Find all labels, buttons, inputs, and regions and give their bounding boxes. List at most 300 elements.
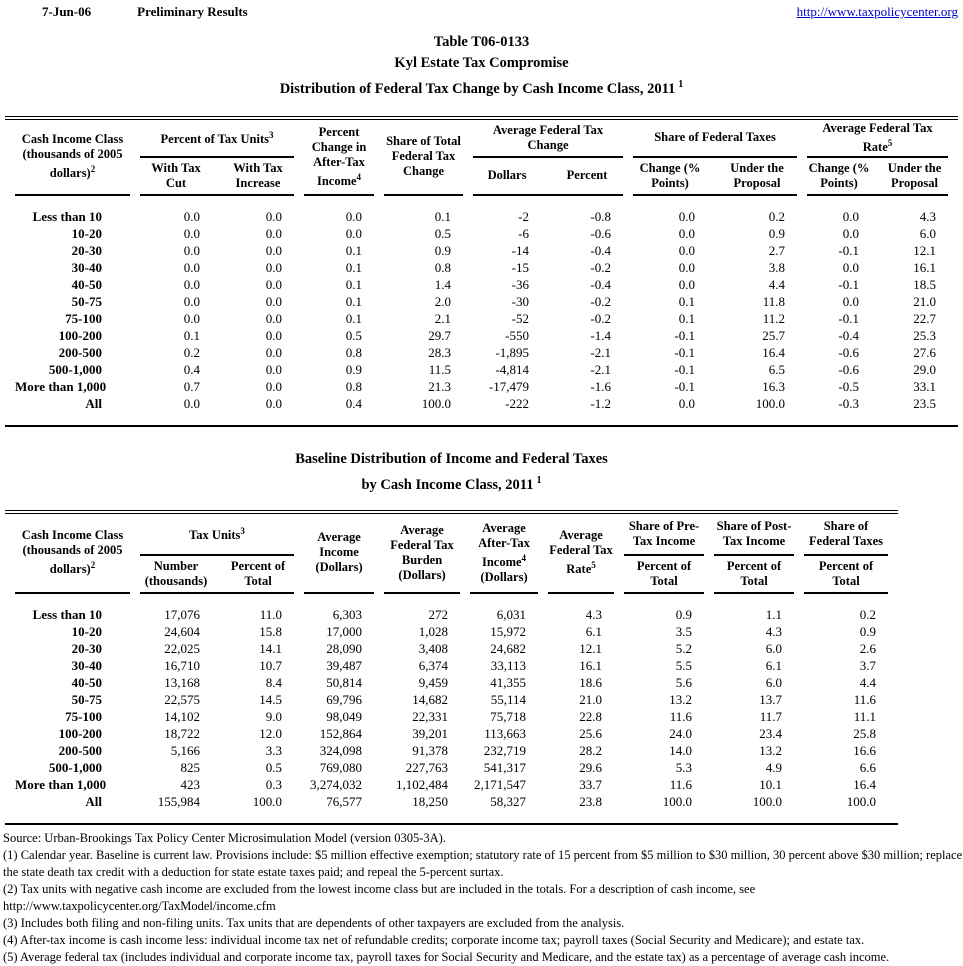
cell: -2.1 <box>590 344 612 360</box>
cell: 24,604 <box>164 623 200 639</box>
cell: 10.1 <box>759 776 783 792</box>
cell: 0.1 <box>345 259 363 275</box>
cell: -15 <box>511 259 530 275</box>
cell: 9.0 <box>265 708 283 724</box>
cell: 22,331 <box>412 708 449 724</box>
cell: 1.4 <box>434 276 452 292</box>
cell: 76,577 <box>326 793 363 809</box>
column-group-average-federal-tax-change: Average Federal Tax Change <box>473 120 623 158</box>
column-group-average-federal-tax-rate: Average Federal Tax Rate$^5$ <box>807 120 948 158</box>
cell: -0.6 <box>838 344 860 360</box>
cell: 0.0 <box>678 259 696 275</box>
cell: 14,682 <box>412 691 449 707</box>
cell: 16.6 <box>853 742 877 758</box>
column-header-average-federal-tax-burden: Average Federal Tax Burden (Dollars) <box>384 514 460 594</box>
baseline-title-line1: Baseline Distribution of Income and Federal Taxes <box>295 450 608 467</box>
cell: 3.5 <box>675 623 693 639</box>
cell: 25.3 <box>913 327 937 343</box>
cell: 1.1 <box>765 606 783 622</box>
cell: 23.5 <box>913 395 937 411</box>
table-row <box>15 378 948 395</box>
table-row <box>15 657 888 674</box>
cell: 0.0 <box>265 276 283 292</box>
column-header-rate-under-proposal: Under the Proposal <box>887 160 942 190</box>
cell: 0.0 <box>183 242 200 258</box>
cell: 11.5 <box>428 361 452 377</box>
row-label: 500-1,000 <box>48 361 102 377</box>
cell: 11.6 <box>669 776 693 792</box>
cell: 11.0 <box>259 606 283 622</box>
cell: 0.0 <box>265 344 283 360</box>
column-header-cash-income-class: Cash Income Class (thousands of 2005 dollars)$^2$ <box>15 514 130 594</box>
footnote-2-url: http://www.taxpolicycenter.org/TaxModel/income.cfm <box>3 898 276 913</box>
cell: 0.0 <box>183 208 200 224</box>
cell: 100.0 <box>846 793 877 809</box>
cell: 825 <box>180 759 200 775</box>
cell: 6.1 <box>585 623 603 639</box>
cell: 0.8 <box>345 344 363 360</box>
taxpolicycenter-link[interactable]: http://www.taxpolicycenter.org <box>796 4 958 19</box>
cell: -0.4 <box>590 276 612 292</box>
cell: 75,718 <box>490 708 527 724</box>
cell: 25.6 <box>579 725 603 741</box>
cell: 18.6 <box>579 674 603 690</box>
row-label: 10-20 <box>71 623 102 639</box>
table-row <box>15 344 948 361</box>
row-label: All <box>85 793 102 809</box>
cell: 0.8 <box>434 259 452 275</box>
cell: 0.0 <box>183 310 200 326</box>
cell: 23.8 <box>579 793 603 809</box>
cell: 0.0 <box>678 276 696 292</box>
table-row <box>15 674 888 691</box>
cell: 2.6 <box>859 640 877 656</box>
cell: 58,327 <box>490 793 527 809</box>
cell: -0.1 <box>674 378 696 394</box>
cell: -30 <box>511 293 530 309</box>
cell: 4.9 <box>765 759 783 775</box>
cell: 39,201 <box>412 725 449 741</box>
cell: 4.3 <box>765 623 783 639</box>
cell: 16.3 <box>762 378 786 394</box>
cell: 3.7 <box>859 657 877 673</box>
cell: 0.5 <box>434 225 452 241</box>
table-row <box>15 395 948 412</box>
cell: 0.9 <box>434 242 452 258</box>
cell: -1.2 <box>590 395 612 411</box>
column-header-percent: Percent <box>566 168 608 183</box>
cell: 0.1 <box>345 293 363 309</box>
cell: -14 <box>511 242 530 258</box>
cell: -17,479 <box>488 378 530 394</box>
cell: 0.2 <box>859 606 877 622</box>
row-label: 50-75 <box>71 293 102 309</box>
cell: 324,098 <box>319 742 363 758</box>
cell: 18.5 <box>913 276 937 292</box>
cell: 13.7 <box>759 691 783 707</box>
cell: 6,303 <box>332 606 363 622</box>
cell: -36 <box>511 276 530 292</box>
cell: 14.1 <box>259 640 283 656</box>
cell: 6.6 <box>859 759 877 775</box>
cell: 13.2 <box>669 691 693 707</box>
table-row <box>15 310 948 327</box>
cell: 22.8 <box>579 708 603 724</box>
row-label: 75-100 <box>65 708 102 724</box>
cell: 5.2 <box>675 640 693 656</box>
cell: 0.0 <box>842 225 860 241</box>
cell: 16.4 <box>853 776 877 792</box>
column-header-pre-tax-percent-of-total: Percent of Total <box>636 558 692 588</box>
cell: -1.4 <box>590 327 612 343</box>
table-row <box>15 327 948 344</box>
cell: 98,049 <box>326 708 363 724</box>
cell: 25.8 <box>853 725 877 741</box>
cell: 0.0 <box>265 378 283 394</box>
cell: 14.5 <box>259 691 283 707</box>
table-row <box>15 623 888 640</box>
cell: -550 <box>505 327 530 343</box>
cell: 12.0 <box>259 725 283 741</box>
page-header <box>0 0 963 20</box>
cell: 5.5 <box>675 657 693 673</box>
cell: 55,114 <box>490 691 527 707</box>
table-row <box>15 759 888 776</box>
cell: 2.1 <box>434 310 452 326</box>
cell: 541,317 <box>483 759 527 775</box>
cell: 13,168 <box>164 674 200 690</box>
cell: 769,080 <box>319 759 363 775</box>
footnote-3: (3) Includes both filing and non-filing units. Tax units that are dependents of other taxpayers are excluded from the analysis. <box>3 915 625 930</box>
cell: 0.1 <box>345 276 363 292</box>
row-label: 75-100 <box>65 310 102 326</box>
row-label: 40-50 <box>71 674 102 690</box>
column-header-with-tax-increase: With Tax Increase <box>233 160 283 190</box>
cell: 29.6 <box>579 759 603 775</box>
cell: 0.0 <box>265 259 283 275</box>
column-header-fed-taxes-percent-of-total: Percent of Total <box>818 558 874 588</box>
cell: 2.7 <box>768 242 786 258</box>
cell: 28.3 <box>428 344 452 360</box>
cell: 6,031 <box>496 606 527 622</box>
table-row <box>15 742 888 759</box>
date-label: 7-Jun-06 <box>42 4 92 19</box>
cell: -222 <box>505 395 530 411</box>
cell: 0.9 <box>675 606 693 622</box>
cell: -0.1 <box>674 361 696 377</box>
cell: 33,113 <box>490 657 527 673</box>
table-row <box>15 225 948 242</box>
cell: 0.2 <box>768 208 786 224</box>
cell: 0.9 <box>345 361 363 377</box>
column-header-rate-change-points: Change (% Points) <box>808 160 870 190</box>
column-header-with-tax-cut: With Tax Cut <box>151 160 201 190</box>
cell: 10.7 <box>259 657 283 673</box>
cell: 22,025 <box>164 640 200 656</box>
cell: 91,378 <box>412 742 449 758</box>
footnote-1: (1) Calendar year. Baseline is current law. Provisions include: $5 million effective exemption; statutory rate of 15 percent from $5 million to $30 million, 30 percent above $30 million; replace the state death tax credit with a deduction for state estate taxes paid; and repeal the 5-percent surtax. <box>3 847 963 879</box>
cell: 0.1 <box>678 293 696 309</box>
cell: 0.0 <box>265 208 283 224</box>
cell: 100.0 <box>421 395 452 411</box>
cell: -0.2 <box>590 310 612 326</box>
column-group-share-post-tax-income: Share of Post-Tax Income <box>714 514 794 556</box>
cell: 28.2 <box>579 742 603 758</box>
cell: 1,102,484 <box>396 776 449 792</box>
cell: 6.5 <box>768 361 786 377</box>
cell: 29.7 <box>428 327 452 343</box>
cell: 2.0 <box>434 293 452 309</box>
cell: 14,102 <box>164 708 200 724</box>
cell: 4.3 <box>919 208 937 224</box>
footnotes <box>0 830 963 966</box>
column-group-share-of-federal-taxes: Share of Federal Taxes <box>633 120 797 158</box>
footnote-2: (2) Tax units with negative cash income are excluded from the lowest income class but are included in the totals. For a description of cash income, see <box>3 881 756 896</box>
cell: -0.4 <box>838 327 860 343</box>
cell: 11.6 <box>853 691 877 707</box>
cell: -0.1 <box>674 327 696 343</box>
cell: 18,250 <box>412 793 449 809</box>
column-group-share-pre-tax-income: Share of Pre-Tax Income <box>624 514 704 556</box>
cell: 13.2 <box>759 742 783 758</box>
cell: -0.2 <box>590 293 612 309</box>
cell: 9,459 <box>418 674 449 690</box>
status-label: Preliminary Results <box>137 4 248 19</box>
source-note: Source: Urban-Brookings Tax Policy Center Microsimulation Model (version 0305-3A). <box>3 830 446 845</box>
cell: 155,984 <box>157 793 200 809</box>
cell: 11.8 <box>762 293 786 309</box>
table-row <box>15 242 948 259</box>
column-header-average-income: Average Income (Dollars) <box>304 514 374 594</box>
cell: -0.2 <box>590 259 612 275</box>
cell: 0.1 <box>345 310 363 326</box>
cell: 15,972 <box>490 623 527 639</box>
baseline-distribution-table <box>5 510 898 825</box>
cell: 27.6 <box>913 344 937 360</box>
table-row <box>15 276 948 293</box>
cell: 28,090 <box>326 640 363 656</box>
column-header-number-thousands: Number (thousands) <box>144 558 208 588</box>
cell: 0.0 <box>265 395 283 411</box>
cell: 0.0 <box>183 293 200 309</box>
tax-change-table <box>5 116 958 427</box>
cell: 0.8 <box>345 378 363 394</box>
cell: 0.0 <box>678 208 696 224</box>
cell: 0.0 <box>265 293 283 309</box>
cell: 69,796 <box>326 691 363 707</box>
cell: 0.4 <box>345 395 363 411</box>
table-row <box>15 208 948 225</box>
column-header-dollars: Dollars <box>487 168 527 183</box>
cell: 16.1 <box>913 259 937 275</box>
table2-title <box>5 449 898 496</box>
cell: -0.4 <box>590 242 612 258</box>
row-label: Less than 10 <box>32 208 102 224</box>
cell: 4.4 <box>859 674 877 690</box>
cell: 0.0 <box>678 242 696 258</box>
column-header-percent-of-total: Percent of Total <box>230 558 286 588</box>
cell: 0.0 <box>265 327 283 343</box>
cell: 33.7 <box>579 776 603 792</box>
cell: 4.4 <box>768 276 786 292</box>
cell: 0.1 <box>183 327 200 343</box>
cell: 0.5 <box>265 759 283 775</box>
cell: -2 <box>518 208 530 224</box>
row-label: 100-200 <box>58 725 102 741</box>
tax-change-table-body <box>15 208 948 412</box>
cell: 0.0 <box>678 225 696 241</box>
cell: -0.1 <box>674 344 696 360</box>
cell: 0.0 <box>183 259 200 275</box>
cell: 33.1 <box>913 378 937 394</box>
cell: 3.8 <box>768 259 786 275</box>
cell: 0.4 <box>183 361 200 377</box>
row-label: 200-500 <box>58 742 102 758</box>
row-label: All <box>85 395 102 411</box>
table-description: Distribution of Federal Tax Change by Cash Income Class, 2011 $^1$ <box>279 79 684 97</box>
cell: 41,355 <box>490 674 527 690</box>
cell: -0.1 <box>838 242 860 258</box>
cell: 21.0 <box>913 293 937 309</box>
cell: 29.0 <box>913 361 937 377</box>
cell: 17,000 <box>326 623 363 639</box>
cell: 39,487 <box>326 657 363 673</box>
table-row <box>15 640 888 657</box>
cell: -0.3 <box>838 395 860 411</box>
cell: 0.0 <box>842 259 860 275</box>
row-label: 20-30 <box>71 640 102 656</box>
cell: 0.0 <box>265 361 283 377</box>
cell: 0.0 <box>345 225 363 241</box>
cell: 0.0 <box>183 225 200 241</box>
cell: 0.1 <box>345 242 363 258</box>
cell: 0.0 <box>345 208 363 224</box>
row-label: 50-75 <box>71 691 102 707</box>
cell: 0.0 <box>265 242 283 258</box>
column-group-share-federal-taxes: Share of Federal Taxes <box>804 514 888 556</box>
table1-title <box>5 32 958 100</box>
row-label: 200-500 <box>58 344 102 360</box>
cell: 0.1 <box>678 310 696 326</box>
row-label: 20-30 <box>71 242 102 258</box>
cell: -0.5 <box>838 378 860 394</box>
table-row <box>15 361 948 378</box>
cell: 11.6 <box>669 708 693 724</box>
cell: 22,575 <box>164 691 200 707</box>
cell: 12.1 <box>913 242 937 258</box>
footnote-4: (4) After-tax income is cash income less: individual income tax net of refundable credits; corporate income tax; payroll taxes (Social Security and Medicare); and estate tax. <box>3 932 865 947</box>
cell: 15.8 <box>259 623 283 639</box>
cell: 23.4 <box>759 725 783 741</box>
table-row <box>15 776 888 793</box>
column-header-post-tax-percent-of-total: Percent of Total <box>726 558 782 588</box>
cell: 113,663 <box>484 725 527 741</box>
cell: 21.0 <box>579 691 603 707</box>
cell: 0.0 <box>842 208 860 224</box>
row-label: 40-50 <box>71 276 102 292</box>
cell: 232,719 <box>483 742 527 758</box>
row-label: 30-40 <box>71 657 102 673</box>
cell: 100.0 <box>752 793 783 809</box>
cell: 17,076 <box>164 606 200 622</box>
cell: 227,763 <box>405 759 449 775</box>
cell: 0.0 <box>183 395 200 411</box>
cell: 2,171,547 <box>474 776 527 792</box>
cell: 0.7 <box>183 378 200 394</box>
cell: 8.4 <box>265 674 283 690</box>
cell: 11.1 <box>853 708 877 724</box>
cell: -0.1 <box>838 310 860 326</box>
row-label: 100-200 <box>58 327 102 343</box>
cell: 16,710 <box>164 657 200 673</box>
cell: 21.3 <box>428 378 452 394</box>
row-label: Less than 10 <box>32 606 102 622</box>
cell: -0.6 <box>590 225 612 241</box>
column-header-pct-change-after-tax-income: Percent Change in After-Tax Income$^4$ <box>304 120 374 196</box>
cell: 11.7 <box>759 708 783 724</box>
cell: 25.7 <box>762 327 786 343</box>
cell: 3.3 <box>265 742 283 758</box>
table-row <box>15 259 948 276</box>
cell: 4.3 <box>585 606 603 622</box>
cell: -52 <box>511 310 530 326</box>
cell: 0.0 <box>265 225 283 241</box>
cell: 6.1 <box>765 657 783 673</box>
cell: 11.2 <box>762 310 786 326</box>
cell: 14.0 <box>669 742 693 758</box>
row-label: 500-1,000 <box>48 759 102 775</box>
cell: 22.7 <box>913 310 937 326</box>
cell: 3,408 <box>418 640 449 656</box>
cell: 5.6 <box>675 674 693 690</box>
table-number: Table T06-0133 <box>433 34 530 50</box>
table-row <box>15 293 948 310</box>
cell: 152,864 <box>319 725 363 741</box>
cell: 3,274,032 <box>310 776 363 792</box>
cell: 0.0 <box>183 276 200 292</box>
table-row <box>15 725 888 742</box>
table-row <box>15 606 888 623</box>
cell: 6.0 <box>919 225 937 241</box>
table-row <box>15 691 888 708</box>
row-label: More than 1,000 <box>15 378 107 394</box>
cell: 16.4 <box>762 344 786 360</box>
cell: 6.0 <box>765 640 783 656</box>
table-row <box>15 708 888 725</box>
cell: 5.3 <box>675 759 693 775</box>
cell: 0.0 <box>265 310 283 326</box>
baseline-table-body <box>15 606 888 810</box>
table-row <box>15 793 888 810</box>
cell: 0.9 <box>859 623 877 639</box>
column-header-average-after-tax-income: Average After-Tax Income$^4$ (Dollars) <box>470 514 538 594</box>
cell: 16.1 <box>579 657 603 673</box>
cell: -6 <box>518 225 530 241</box>
cell: -4,814 <box>495 361 530 377</box>
cell: -0.6 <box>838 361 860 377</box>
cell: 18,722 <box>164 725 200 741</box>
column-header-average-federal-tax-rate: Average Federal Tax Rate$^5$ <box>548 514 614 594</box>
column-header-under-proposal: Under the Proposal <box>730 160 784 190</box>
cell: -0.8 <box>590 208 612 224</box>
column-header-change-points: Change (% Points) <box>639 160 701 190</box>
cell: 100.0 <box>662 793 693 809</box>
cell: 0.5 <box>345 327 363 343</box>
cell: 0.1 <box>434 208 452 224</box>
column-group-percent-of-tax-units: Percent of Tax Units$^3$ <box>140 120 294 158</box>
row-label: More than 1,000 <box>15 776 107 792</box>
cell: 5,166 <box>170 742 200 758</box>
